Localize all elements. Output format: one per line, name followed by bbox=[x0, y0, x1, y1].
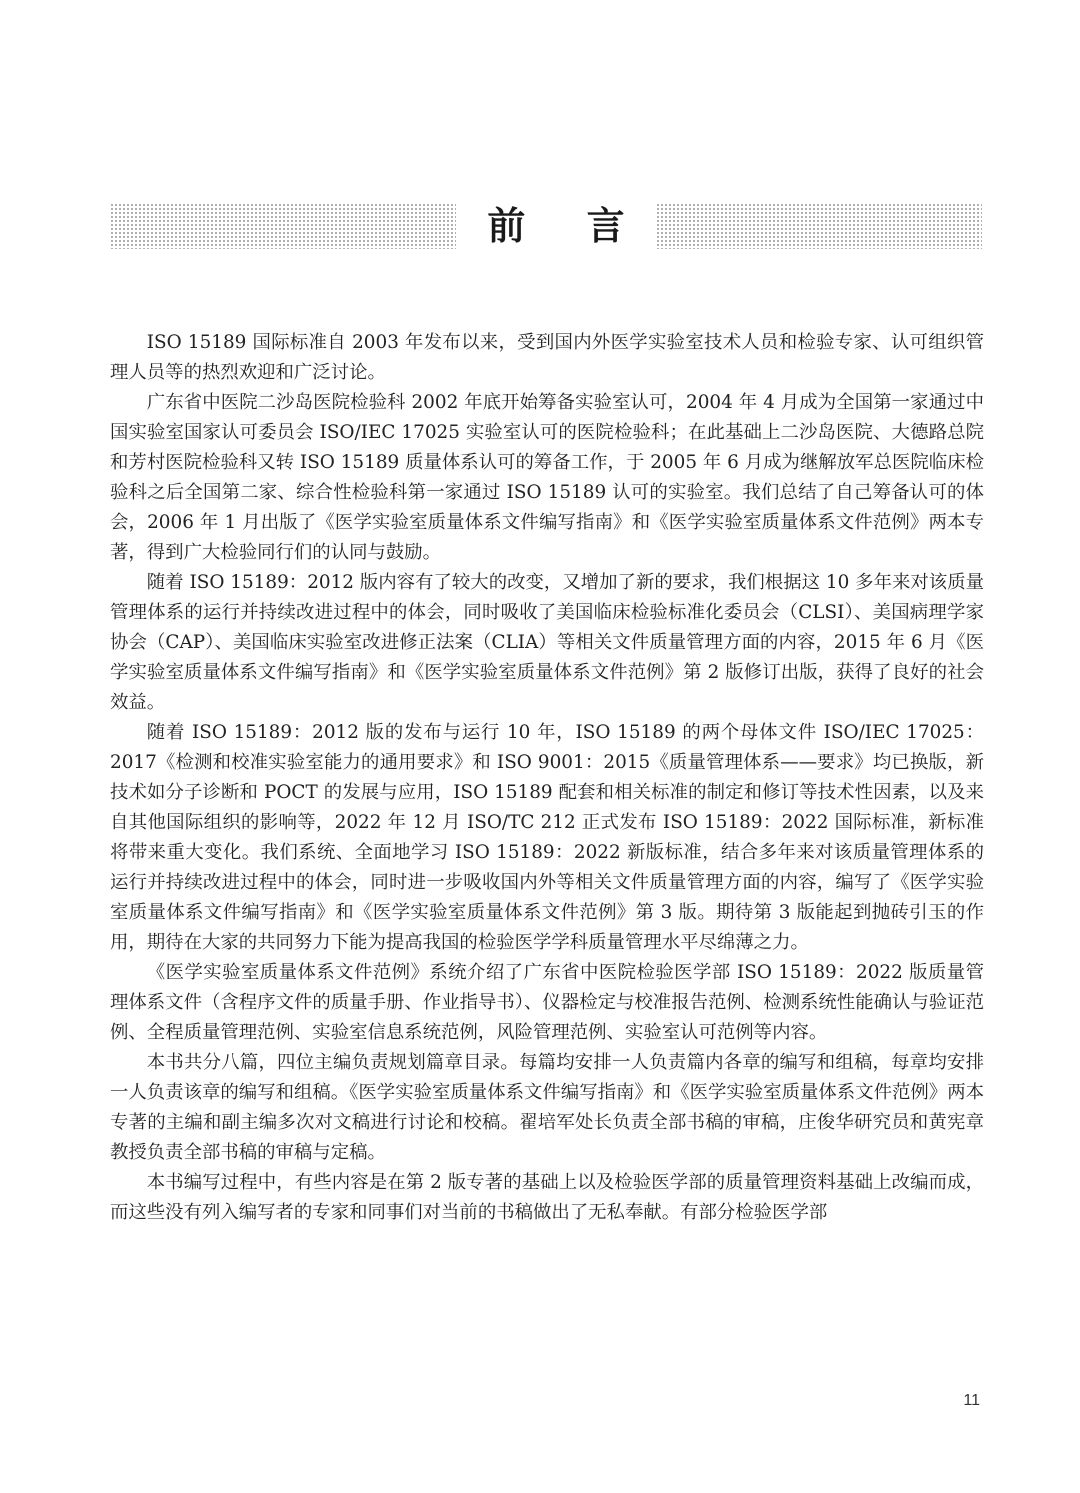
paragraph-6: 本书共分八篇，四位主编负责规划篇章目录。每篇均安排一人负责篇内各章的编写和组稿，每章均安排一人负责该章的编写和组稿。《医学实验室质量体系文件编写指南》和《医学实验室质量体系文件范例》两本专著的主编和副主编多次对文稿进行讨论和校稿。翟培军处长负责全部书稿的审稿，庄俊华研究员和黄宪章教授负责全部书稿的审稿与定稿。 bbox=[110, 1052, 984, 1163]
page-title: 前 言 bbox=[487, 204, 649, 248]
right-dot-pattern bbox=[656, 203, 982, 249]
page-number: 11 bbox=[963, 1392, 980, 1409]
preface-body bbox=[110, 328, 984, 1228]
paragraph-1: ISO 15189 国际标准自 2003 年发布以来，受到国内外医学实验室技术人员和检验专家、认可组织管理人员等的热烈欢迎和广泛讨论。 bbox=[110, 332, 984, 383]
paragraph-7: 本书编写过程中，有些内容是在第 2 版专著的基础上以及检验医学部的质量管理资料基础上改编而成，而这些没有列入编写者的专家和同事们对当前的书稿做出了无私奉献。有部分检验医学部 bbox=[110, 1172, 984, 1223]
paragraph-5: 《医学实验室质量体系文件范例》系统介绍了广东省中医院检验医学部 ISO 15189：2022 版质量管理体系文件（含程序文件的质量手册、作业指导书）、仪器检定与校准报告范例、检测系统性能确认与验证范例、全程质量管理范例、实验室信息系统范例，风险管理范例、实验室认可范例等内容。 bbox=[110, 962, 984, 1043]
paragraph-4: 随着 ISO 15189：2012 版的发布与运行 10 年，ISO 15189 的两个母体文件 ISO/IEC 17025：2017《检测和校准实验室能力的通用要求》和 ISO 9001：2015《质量管理体系——要求》均已换版，新技术如分子诊断和 POCT 的发展与应用，ISO 15189 配套和相关标准的制定和修订等技术性因素，以及来自其他国际组织的影响等，2022 年 12 月 ISO/TC 212 正式发布 ISO 15189：2022 国际标准，新标准将带来重大变化。我们系统、全面地学习 ISO 15189：2022 新版标准，结合多年来对该质量管理体系的运行并持续改进过程中的体会，同时进一步吸收国内外等相关文件质量管理方面的内容，编写了《医学实验室质量体系文件编写指南》和《医学实验室质量体系文件范例》第 3 版。期待第 3 版能起到抛砖引玉的作用，期待在大家的共同努力下能为提高我国的检验医学学科质量管理水平尽绵薄之力。 bbox=[110, 722, 984, 953]
paragraph-2: 广东省中医院二沙岛医院检验科 2002 年底开始筹备实验室认可，2004 年 4 月成为全国第一家通过中国实验室国家认可委员会 ISO/IEC 17025 实验室认可的医院检验科；在此基础上二沙岛医院、大德路总院和芳村医院检验科又转 ISO 15189 质量体系认可的筹备工作，于 2005 年 6 月成为继解放军总医院临床检验科之后全国第二家、综合性检验科第一家通过 ISO 15189 认可的实验室。我们总结了自己筹备认可的体会，2006 年 1 月出版了《医学实验室质量体系文件编写指南》和《医学实验室质量体系文件范例》两本专著，得到广大检验同行们的认同与鼓励。 bbox=[110, 392, 984, 563]
title-band bbox=[110, 203, 982, 249]
paragraph-3: 随着 ISO 15189：2012 版内容有了较大的改变，又增加了新的要求，我们根据这 10 多年来对该质量管理体系的运行并持续改进过程中的体会，同时吸收了美国临床检验标准化委员会（CLSI）、美国病理学家协会（CAP）、美国临床实验室改进修正法案（CLIA）等相关文件质量管理方面的内容，2015 年 6 月《医学实验室质量体系文件编写指南》和《医学实验室质量体系文件范例》第 2 版修订出版，获得了良好的社会效益。 bbox=[110, 572, 984, 713]
left-dot-pattern bbox=[110, 203, 456, 249]
